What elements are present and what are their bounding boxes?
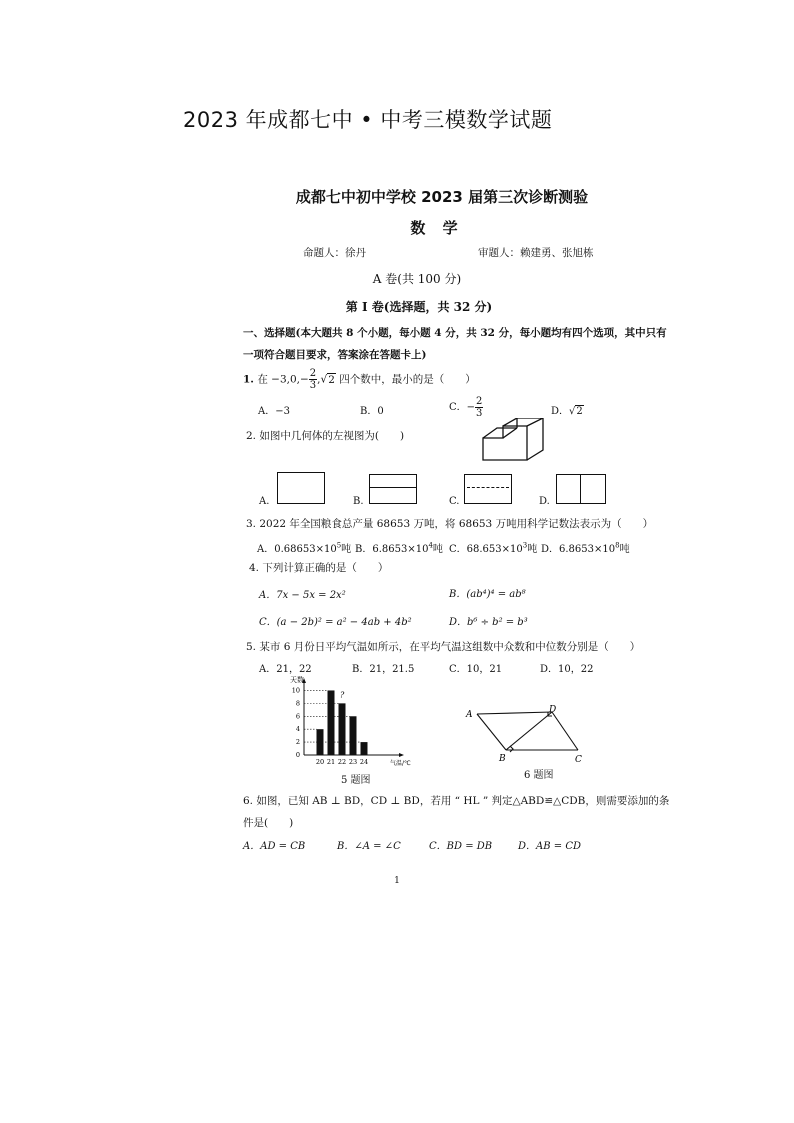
q3-option-d-exp: 8 [615, 541, 620, 550]
q1-option-c-fraction [475, 396, 483, 419]
q1-option-d-prefix: D． [551, 406, 570, 417]
bar-23 [350, 716, 357, 755]
q2-solid-figure [475, 418, 555, 470]
q2-option-a-figure [277, 472, 325, 504]
q6-option-d: D．AB = CD [518, 841, 581, 852]
q1-text-c: 四个数中，最小的是（ ） [335, 373, 476, 386]
q5-option-c: C．10，21 [449, 664, 503, 675]
q5-temperature-bar-chart [280, 676, 420, 768]
q4-option-b: B．(ab⁴)⁴ = ab⁸ [449, 589, 526, 600]
y-tick-8: 8 [295, 699, 300, 708]
q1-text-a: 在 −3,0,− [257, 373, 309, 386]
q3-option-a [257, 540, 351, 555]
x-tick-21: 21 [326, 758, 336, 766]
chart-y-label: 天数 [290, 676, 304, 684]
q1-option-c-num: 2 [476, 396, 483, 407]
q3-option-d-base: D．6.8653×10 [541, 544, 616, 555]
q1-sqrt-sign: √ [320, 373, 328, 386]
bar-22 [339, 703, 346, 755]
question-6-line1: 6. 如图，已知 AB ⊥ BD，CD ⊥ BD，若用 “ HL ” 判定△ABD≌△CDB，则需要添加的条 [243, 795, 670, 807]
y-tick-0: 0 [295, 751, 300, 759]
x-tick-23: 23 [348, 758, 358, 766]
question-3: 3. 2022 年全国粮食总产量 68653 万吨，将 68653 万吨用科学记数法表示为（ ） [246, 518, 654, 530]
q2-option-b: B. [353, 496, 364, 507]
q2-option-c: C. [449, 496, 460, 507]
label-a: A [466, 710, 473, 720]
q1-frac-num: 2 [309, 368, 317, 379]
q1-option-c-den: 3 [476, 408, 483, 419]
q1-fraction [309, 368, 317, 391]
q1-text-b: , [317, 373, 321, 386]
label-b: B [499, 754, 506, 764]
q3-option-b [355, 540, 443, 555]
q5-option-d: D．10，22 [540, 664, 594, 675]
question-5: 5. 某市 6 月份日平均气温如所示，在平均气温这组数中众数和中位数分别是（ ） [246, 641, 641, 653]
page-number: 1 [394, 876, 400, 886]
q1-option-d-sqrt-sign: √ [569, 406, 576, 417]
q5-option-b: B．21，21.5 [352, 664, 415, 675]
chart-x-axis-arrow [399, 753, 404, 757]
q3-option-c-unit: 吨 [527, 544, 538, 555]
q3-option-a-unit: 吨 [341, 544, 352, 555]
q2-option-d-figure [556, 474, 606, 504]
question-4: 4. 下列计算正确的是（ ） [249, 562, 389, 574]
q5-option-a: A．21，22 [259, 664, 312, 675]
q4-option-d: D．b⁶ ÷ b² = b³ [449, 617, 528, 628]
q3-option-a-base: A．0.68653×10 [257, 544, 337, 555]
q3-option-d [541, 540, 630, 555]
q2-option-d: D. [539, 496, 550, 507]
label-d: D [549, 705, 557, 715]
chart-x-label: 气温/℃ [390, 760, 411, 767]
q6-option-a: A．AD = CB [243, 841, 306, 852]
q3-option-c-base: C．68.653×10 [449, 544, 523, 555]
section-a-title: A 卷(共 100 分) [372, 272, 462, 286]
q4-option-a: A．7x − 5x = 2x² [259, 590, 346, 601]
q1-number: 1. [243, 373, 254, 386]
q3-option-c [449, 540, 537, 555]
question-2: 2. 如图中几何体的左视图为( ) [246, 430, 405, 442]
y-tick-6: 6 [295, 712, 300, 721]
setter: 命题人：徐丹 [303, 247, 366, 259]
q1-option-d [551, 402, 584, 417]
bar-24 [361, 742, 368, 755]
q1-sqrt-value: 2 [328, 373, 335, 386]
q2-option-a: A. [259, 496, 270, 507]
subject-title: 数 学 [410, 219, 464, 237]
x-tick-20: 20 [315, 758, 325, 766]
q3-option-b-unit: 吨 [432, 544, 443, 555]
y-tick-2: 2 [295, 738, 300, 747]
q2-option-b-figure [369, 474, 417, 504]
q1-frac-den: 3 [309, 380, 317, 391]
instructions-line1: 一、选择题(本大题共 8 个小题，每小题 4 分，共 32 分，每小题均有四个选项，其中只有 [243, 327, 667, 339]
q4-option-c: C．(a − 2b)² = a² − 4ab + 4b² [259, 617, 412, 628]
part-one-title: 第 Ⅰ 卷(选择题，共 32 分) [345, 300, 493, 314]
q2-option-c-figure [464, 474, 512, 504]
q3-option-c-exp: 3 [522, 541, 528, 550]
chart-annotation: ? [340, 690, 345, 700]
q3-option-b-base: B．6.8653×10 [355, 544, 429, 555]
document-title: 2023 年成都七中 • 中考三模数学试题 [183, 108, 553, 132]
q1-option-c-prefix: C．− [449, 402, 476, 413]
q6-option-c: C．BD = DB [429, 841, 493, 852]
fig5-caption: 5 题图 [341, 775, 371, 786]
q1-option-c [449, 396, 483, 419]
reviewer: 审题人：赖建勇、张旭栋 [478, 247, 594, 259]
q6-option-b: B．∠A = ∠C [337, 841, 401, 852]
bar-21 [328, 690, 335, 755]
q1-option-d-sqrt-value: 2 [576, 406, 583, 417]
bar-20 [317, 729, 324, 755]
y-tick-4: 4 [295, 725, 300, 734]
q3-option-d-unit: 吨 [619, 544, 630, 555]
fig6-caption: 6 题图 [524, 770, 554, 781]
instructions-line2: 一项符合题目要求，答案涂在答题卡上) [243, 349, 427, 361]
q1-option-b: B．0 [360, 406, 384, 417]
exam-title: 成都七中初中学校 2023 届第三次诊断测验 [295, 188, 589, 206]
q3-option-a-exp: 5 [336, 541, 342, 550]
question-1 [243, 368, 476, 391]
q3-option-b-exp: 4 [428, 541, 433, 550]
q6-geometry-figure [460, 700, 590, 770]
y-tick-10: 10 [291, 686, 300, 695]
x-tick-24: 24 [359, 758, 369, 766]
label-c: C [575, 755, 582, 765]
x-tick-22: 22 [337, 758, 347, 766]
question-6-line2: 件是( ) [243, 817, 294, 829]
q1-option-a: A．−3 [258, 406, 290, 417]
